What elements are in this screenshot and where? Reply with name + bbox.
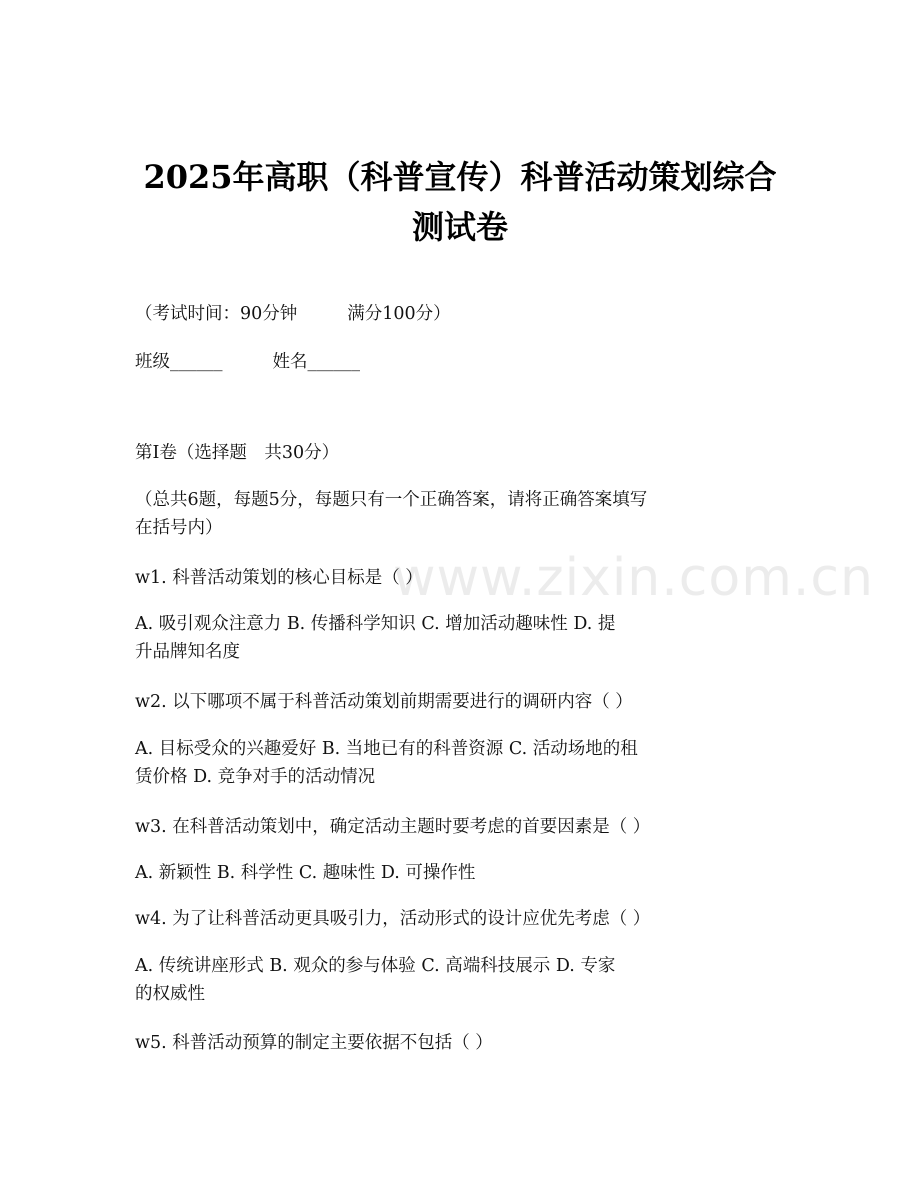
question-1-options	[135, 610, 785, 666]
question-4-options-line-1: A. 传统讲座形式 B. 观众的参与体验 C. 高端科技展示 D. 专家	[135, 956, 616, 976]
exam-info	[135, 300, 451, 328]
exam-time: （考试时间：90分钟	[135, 304, 298, 324]
title-line-2: 测试卷	[411, 208, 508, 246]
instructions-line-2: 在括号内）	[135, 518, 223, 538]
question-5-stem: w5. 科普活动预算的制定主要依据不包括（ ）	[135, 1033, 493, 1053]
question-2-options-line-2: 赁价格 D. 竞争对手的活动情况	[135, 767, 376, 787]
question-2-options	[135, 735, 785, 791]
question-2-options-line-1: A. 目标受众的兴趣爱好 B. 当地已有的科普资源 C. 活动场地的租	[135, 739, 638, 759]
question-2-stem: w2. 以下哪项不属于科普活动策划前期需要进行的调研内容（ ）	[135, 692, 633, 712]
section-heading: 第Ⅰ卷（选择题 共30分）	[135, 443, 340, 463]
question-1-stem: w1. 科普活动策划的核心目标是（ ）	[135, 568, 423, 588]
title-line-1: 2025年高职（科普宣传）科普活动策划综合	[143, 158, 777, 196]
exam-score: 满分100分）	[347, 304, 451, 324]
question-1-options-line-2: 升品牌知名度	[135, 642, 240, 662]
class-field: 班级______	[135, 352, 223, 372]
question-4-stem: w4. 为了让科普活动更具吸引力，活动形式的设计应优先考虑（ ）	[135, 909, 651, 929]
question-3-options: A. 新颖性 B. 科学性 C. 趣味性 D. 可操作性	[135, 863, 476, 883]
question-4-options	[135, 952, 785, 1008]
question-3-stem: w3. 在科普活动策划中，确定活动主题时要考虑的首要因素是（ ）	[135, 817, 651, 837]
question-1-options-line-1: A. 吸引观众注意力 B. 传播科学知识 C. 增加活动趣味性 D. 提	[135, 614, 616, 634]
watermark: www.zixin.com.cn	[393, 548, 874, 608]
question-4-options-line-2: 的权威性	[135, 984, 205, 1004]
name-field: 姓名______	[272, 352, 360, 372]
student-info	[135, 348, 360, 376]
instructions-line-1: （总共6题，每题5分，每题只有一个正确答案，请将正确答案填写	[135, 490, 648, 510]
section-instructions	[135, 486, 785, 542]
page-title	[120, 152, 800, 252]
